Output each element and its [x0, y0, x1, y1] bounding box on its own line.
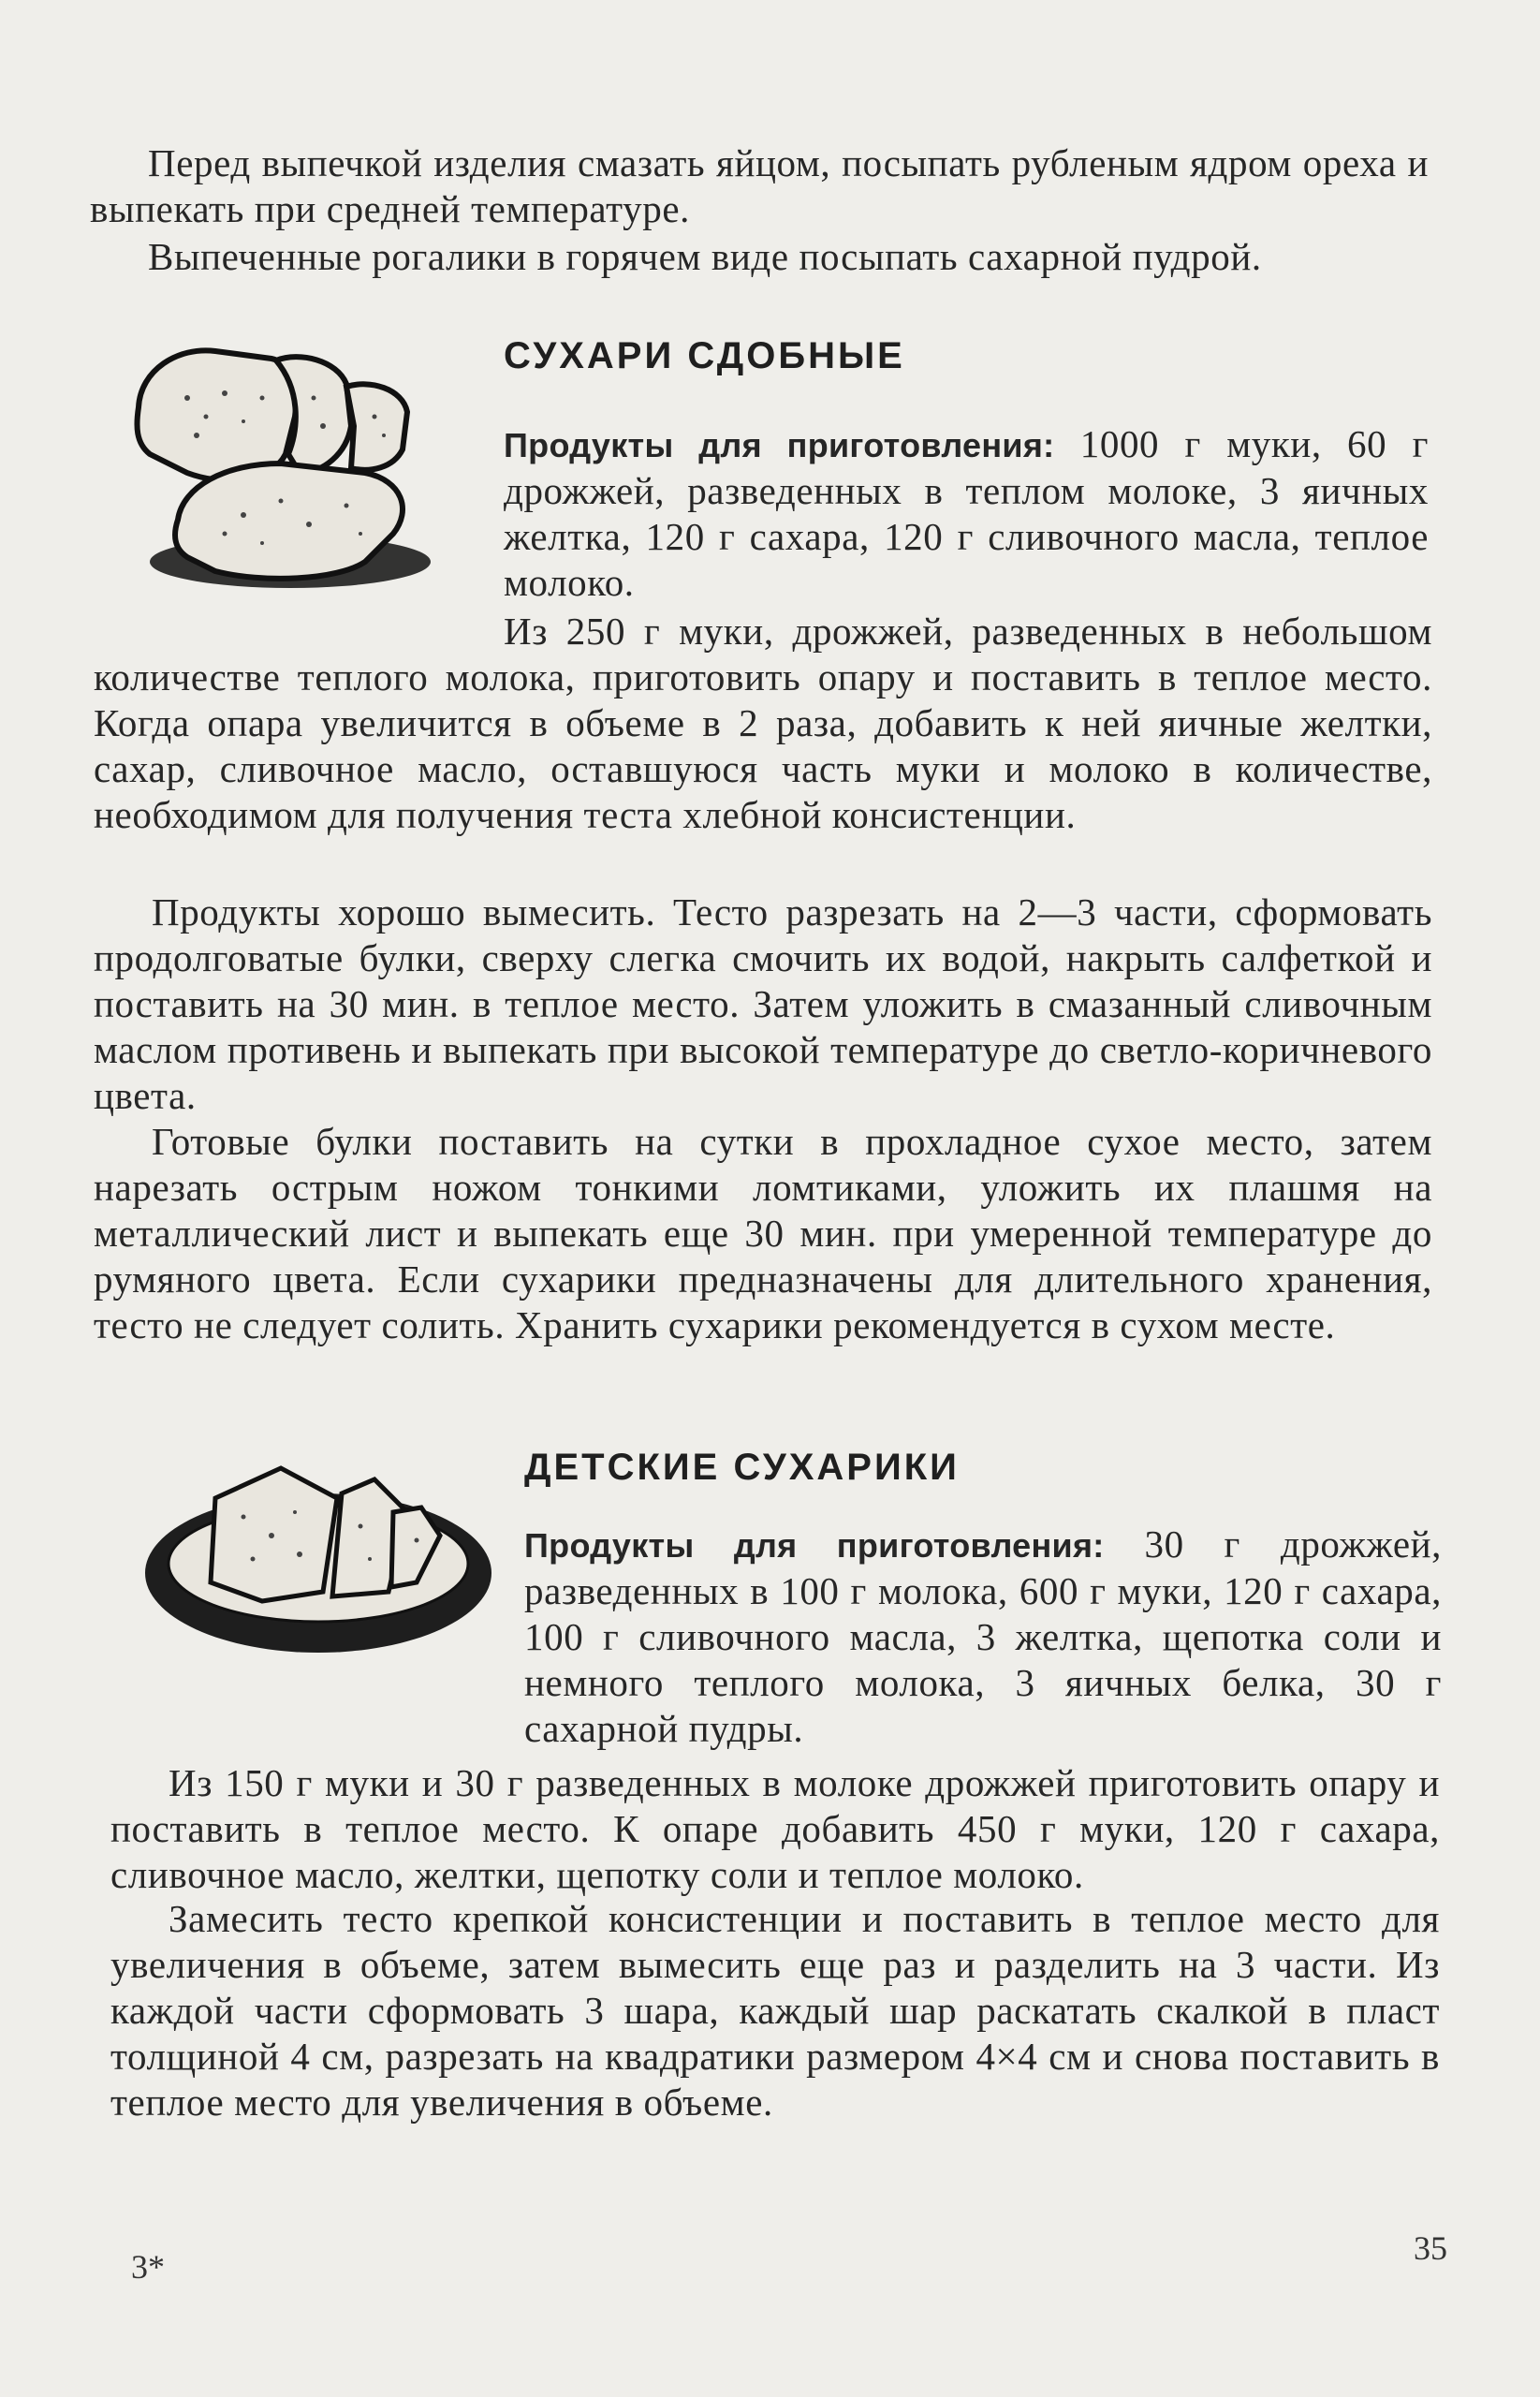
recipe-1-ingredients-label: Продукты для приготовления:	[504, 426, 1055, 464]
recipe-1-ingredients	[504, 421, 1429, 606]
recipe-2-title: ДЕТСКИЕ СУХАРИКИ	[524, 1447, 960, 1488]
recipe-2-paragraph-2: Замесить тесто крепкой консистенции и поставить в теплое место для увеличения в объеме, затем вымесить еще раз и разделить на 3 части. Из каждой части сформовать 3 шара, каждый шар раскатать скалкой в пласт толщиной 4 см, разрезать на квадратики размером 4×4 см и снова поставить в теплое место для увеличения в объеме.	[110, 1897, 1440, 2124]
recipe-1-ingredients-text: 1000 г муки, 60 г дрожжей, разведенных в теплом молоке, 3 яичных желтка, 120 г сахара, 120 г сливочного масла, теплое молоко.	[504, 422, 1429, 604]
signature-mark: 3*	[131, 2248, 165, 2286]
page-number: 35	[1414, 2229, 1447, 2267]
recipe-1-title: СУХАРИ СДОБНЫЕ	[504, 335, 905, 376]
recipe-2-ingredients	[524, 1522, 1442, 1752]
recipe-1-paragraph-1: Из 250 г муки, дрожжей, разведенных в небольшом количестве теплого молока, приготовить опару и поставить в теплое место. Когда опара увеличится в объеме в 2 раза, добавить к ней яичные желтки, сахар, сливочное масло, оставшуюся часть муки и молоко в количестве, необходимом для получения теста хлебной консистенции.	[94, 610, 1432, 836]
recipe-2-ingredients-text: 30 г дрожжей, разведенных в 100 г молока, 600 г муки, 120 г сахара, 100 г сливочного масла, 3 желтка, щепотка соли и немного теплого молока, 3 яичных белка, 30 г сахарной пудры.	[524, 1522, 1443, 1750]
intro-paragraph-2: Выпеченные рогалики в горячем виде посыпать сахарной пудрой.	[148, 235, 1262, 278]
children-rusks-illustration	[140, 1461, 496, 1667]
rusks-illustration	[122, 332, 459, 604]
recipe-1-paragraph-2: Продукты хорошо вымесить. Тесто разрезать на 2—3 части, сформовать продолговатые булки, сверху слегка смочить их водой, накрыть салфеткой и поставить на 30 мин. в теплое место. Затем уложить в смазанный сливочным маслом противень и выпекать при высокой температуре до светло-коричневого цвета.	[94, 890, 1432, 1117]
recipe-2-paragraph-1: Из 150 г муки и 30 г разведенных в молоке дрожжей приготовить опару и поставить в теплое место. К опаре добавить 450 г муки, 120 г сахара, сливочное масло, желтки, щепотку соли и теплое молоко.	[110, 1761, 1440, 1896]
recipe-1-paragraph-3: Готовые булки поставить на сутки в прохладное сухое место, затем нарезать острым ножом тонкими ломтиками, уложить их плашмя на металлический лист и выпекать еще 30 мин. при умеренной температуре до румяного цвета. Если сухарики предназначены для длительного хранения, тесто не следует солить. Хранить сухарики рекомендуется в сухом месте.	[94, 1120, 1432, 1346]
recipe-2-ingredients-label: Продукты для приготовления:	[524, 1526, 1105, 1565]
intro-paragraph-1: Перед выпечкой изделия смазать яйцом, посыпать рубленым ядром ореха и выпекать при средней температуре.	[90, 141, 1429, 230]
